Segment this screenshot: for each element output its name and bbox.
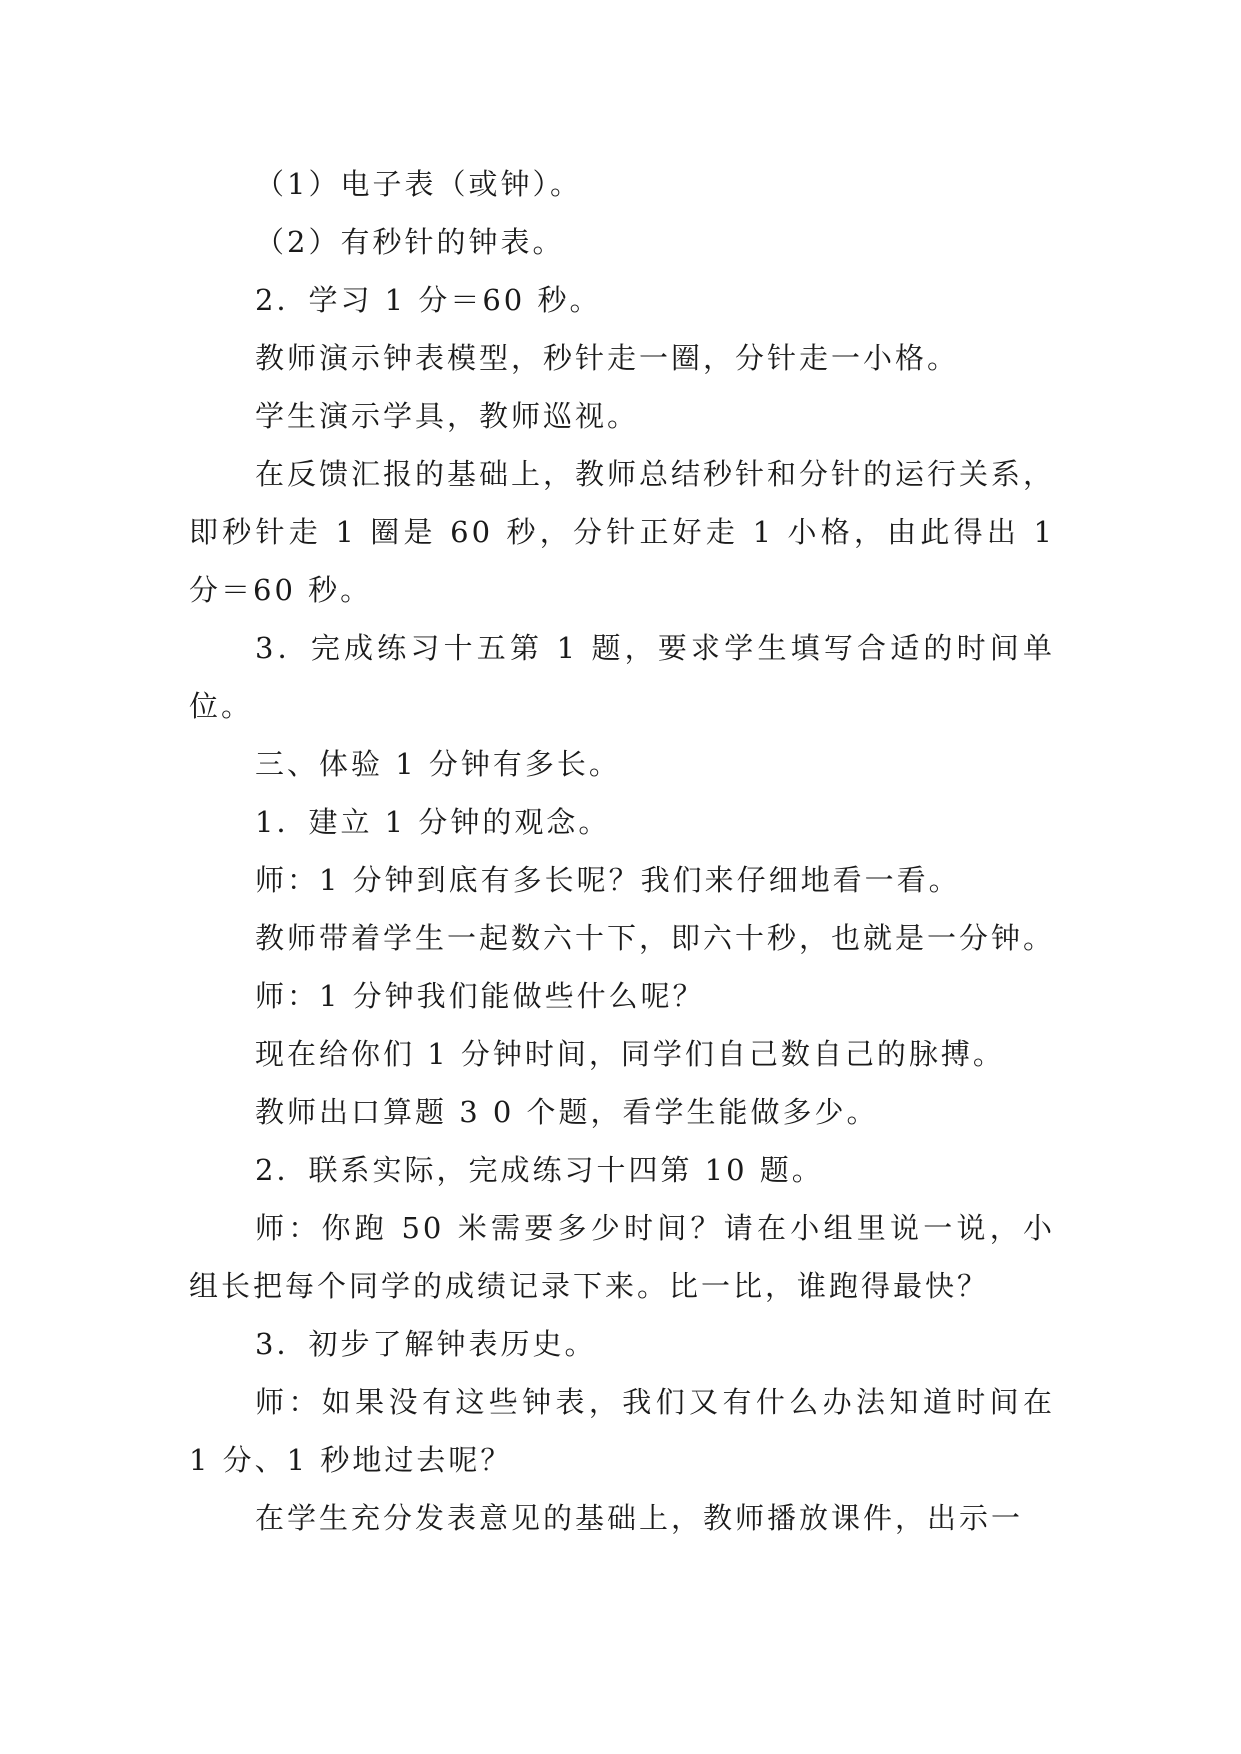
paragraph: 3．完成练习十五第 1 题，要求学生填写合适的时间单位。	[189, 631, 1055, 723]
paragraph: 学生演示学具，教师巡视。	[255, 399, 640, 433]
paragraph: 三、体验 1 分钟有多长。	[255, 747, 621, 781]
paragraph: （2）有秒针的钟表。	[255, 225, 565, 259]
paragraph: 师：你跑 50 米需要多少时间？请在小组里说一说，小组长把每个同学的成绩记录下来。比一比，谁跑得最快？	[189, 1211, 1055, 1303]
paragraph: （1）电子表（或钟）。	[255, 167, 582, 201]
paragraph: 现在给你们 1 分钟时间，同学们自己数自己的脉搏。	[255, 1037, 1005, 1071]
paragraph: 在学生充分发表意见的基础上，教师播放课件，出示一	[255, 1501, 1024, 1535]
paragraph: 教师演示钟表模型，秒针走一圈，分针走一小格。	[255, 341, 960, 375]
paragraph: 2．学习 1 分＝60 秒。	[255, 283, 602, 317]
paragraph: 师：如果没有这些钟表，我们又有什么办法知道时间在 1 分、1 秒地过去呢？	[189, 1385, 1055, 1477]
paragraph: 1．建立 1 分钟的观念。	[255, 805, 611, 839]
paragraph: 3．初步了解钟表历史。	[255, 1327, 597, 1361]
paragraph: 在反馈汇报的基础上，教师总结秒针和分针的运行关系，即秒针走 1 圈是 60 秒，分针正好走 1 小格，由此得出 1 分＝60 秒。	[189, 457, 1056, 607]
paragraph: 教师带着学生一起数六十下，即六十秒，也就是一分钟。	[255, 921, 1056, 955]
paragraph: 师：1 分钟我们能做些什么呢？	[255, 979, 705, 1013]
paragraph: 教师出口算题 3 0 个题，看学生能做多少。	[255, 1095, 879, 1129]
document-body	[189, 155, 1055, 1547]
paragraph: 2．联系实际，完成练习十四第 10 题。	[255, 1153, 824, 1187]
paragraph: 师：1 分钟到底有多长呢？我们来仔细地看一看。	[255, 863, 961, 897]
